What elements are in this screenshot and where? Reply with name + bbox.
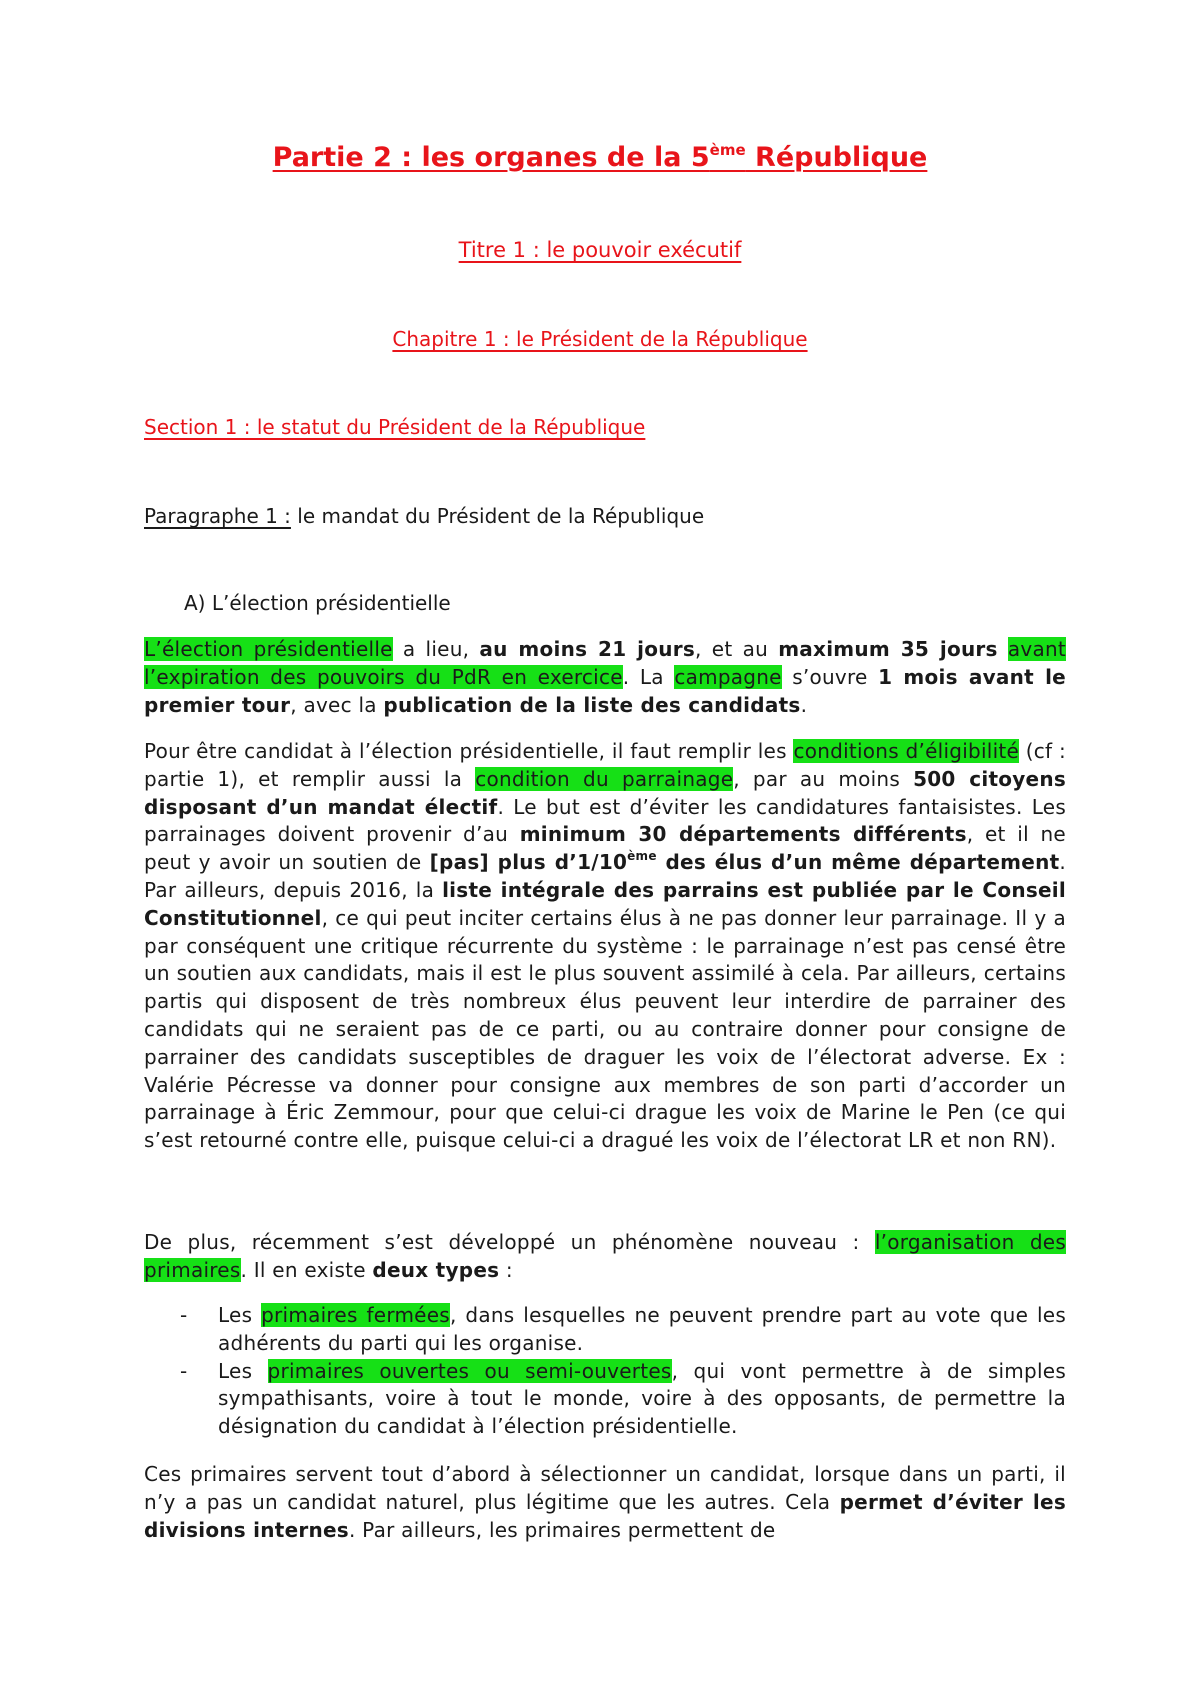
text-run: . bbox=[800, 692, 808, 717]
bold-run: publication de la liste des candidats bbox=[383, 692, 801, 717]
highlight: avant l’expiration des pouvoirs du PdR en exercice bbox=[144, 637, 1066, 689]
part-title bbox=[0, 142, 1200, 173]
body-paragraph-3 bbox=[144, 1229, 1066, 1285]
text-run bbox=[998, 637, 1008, 661]
bold-run: liste intégrale des parrains est publiée par le Conseil Constitutionnel bbox=[144, 877, 1066, 930]
bold-run: permet d’éviter les divisions internes bbox=[144, 1489, 1066, 1542]
highlight: l’organisation des primaires bbox=[144, 1230, 1066, 1282]
subheading-election: A) L’élection présidentielle bbox=[184, 591, 451, 615]
text-run: (cf : partie 1), et remplir aussi la bbox=[144, 739, 1067, 791]
text-run: , avec la bbox=[290, 692, 384, 717]
list-item bbox=[180, 1358, 1066, 1441]
part-title-superscript: ème bbox=[709, 141, 746, 159]
highlight: conditions d’éligibilité bbox=[793, 739, 1020, 763]
highlight: primaires ouvertes ou semi-ouvertes bbox=[267, 1358, 672, 1383]
highlight: L’élection présidentielle bbox=[144, 637, 393, 661]
body-paragraph-1 bbox=[144, 636, 1066, 719]
text-run: , par au moins bbox=[733, 766, 914, 791]
bold-run: au moins 21 jours bbox=[479, 637, 695, 661]
bold-run: minimum 30 départements différents bbox=[519, 822, 967, 847]
bold-run: deux types bbox=[372, 1257, 500, 1282]
paragraph-label: Paragraphe 1 : bbox=[144, 504, 291, 528]
text-run: a lieu, bbox=[392, 637, 480, 661]
bold-superscript: ème bbox=[627, 849, 657, 864]
text-run: . Par ailleurs, depuis 2016, la bbox=[144, 850, 1066, 902]
text-run: Pour être candidat à l’élection présidentielle, il faut remplir les bbox=[144, 739, 794, 763]
text-run: , qui vont permettre à de simples sympathisants, voire à tout le monde, voire à des opposants, de permettre la désignation du candidat à l’élection présidentielle. bbox=[218, 1358, 1067, 1439]
text-run: , dans lesquelles ne peuvent prendre part au vote que les adhérents du parti qui les organise. bbox=[218, 1303, 1067, 1355]
primaries-list bbox=[180, 1302, 1066, 1441]
text-run: Les bbox=[218, 1358, 268, 1383]
bold-run: des élus d’un même département bbox=[656, 850, 1060, 875]
bold-run: [pas] plus d’1/10 bbox=[429, 850, 628, 875]
paragraph-heading bbox=[144, 504, 704, 528]
text-run: , et au bbox=[695, 637, 779, 661]
text-run: . La bbox=[622, 664, 675, 689]
highlight: campagne bbox=[674, 664, 782, 689]
bold-run: 1 mois avant le premier tour bbox=[144, 664, 1066, 717]
highlight: primaires fermées bbox=[261, 1303, 450, 1327]
text-run: : bbox=[499, 1257, 513, 1282]
text-run: . Par ailleurs, les primaires permettent de bbox=[348, 1517, 776, 1542]
text-run: , ce qui peut inciter certains élus à ne pas donner leur parrainage. Il y a par conséquent une critique récurrente du système : le parrainage n’est pas censé être un soutien aux candidats, mais il est le plus souvent assimilé à cela. Par ailleurs, certains partis qui disposent de très nombreux élus peuvent leur interdire de parrainer des candidats qui ne seraient pas de ce parti, ou au contraire donner pour consigne de parrainer des candidats susceptibles de draguer les voix de l’électorat adverse. Ex : Valérie Pécresse va donner pour consigne aux membres de son parti d’accorder un parrainage à Éric Zemmour, pour que celui-ci drague les voix de Marine le Pen (ce qui s’est retourné contre elle, puisque celui-ci a dragué les voix de l’électorat LR et non RN). bbox=[144, 905, 1066, 1153]
text-run: De plus, récemment s’est développé un phénomène nouveau : bbox=[144, 1230, 875, 1254]
text-run: . Il en existe bbox=[240, 1257, 373, 1282]
section-heading: Section 1 : le statut du Président de la République bbox=[144, 415, 646, 439]
list-dash: - bbox=[180, 1303, 188, 1327]
paragraph-heading-text: le mandat du Président de la République bbox=[290, 504, 705, 528]
bold-run: 500 citoyens disposant d’un mandat électif bbox=[144, 766, 1066, 819]
text-run: s’ouvre bbox=[781, 664, 879, 689]
body-paragraph-2 bbox=[144, 738, 1066, 1155]
text-run: , et il ne peut y avoir un soutien de bbox=[144, 822, 1066, 875]
bold-run: maximum 35 jours bbox=[778, 637, 998, 661]
part-title-text: Partie 2 : les organes de la 5 bbox=[272, 142, 710, 173]
part-title-text-end: République bbox=[745, 142, 928, 173]
text-run: . Le but est d’éviter les candidatures fantaisistes. Les parrainages doivent provenir d’au bbox=[144, 794, 1066, 847]
text-run: Ces primaires servent tout d’abord à sélectionner un candidat, lorsque dans un parti, il n’y a pas un candidat naturel, plus légitime que les autres. Cela bbox=[144, 1462, 1066, 1514]
chapter-heading: Chapitre 1 : le Président de la République bbox=[392, 327, 808, 351]
title-heading: Titre 1 : le pouvoir exécutif bbox=[458, 238, 742, 262]
list-dash: - bbox=[180, 1358, 188, 1383]
list-item bbox=[180, 1302, 1066, 1358]
text-run: Les bbox=[218, 1303, 262, 1327]
highlight: condition du parrainage bbox=[475, 766, 734, 791]
body-paragraph-4 bbox=[144, 1461, 1066, 1544]
